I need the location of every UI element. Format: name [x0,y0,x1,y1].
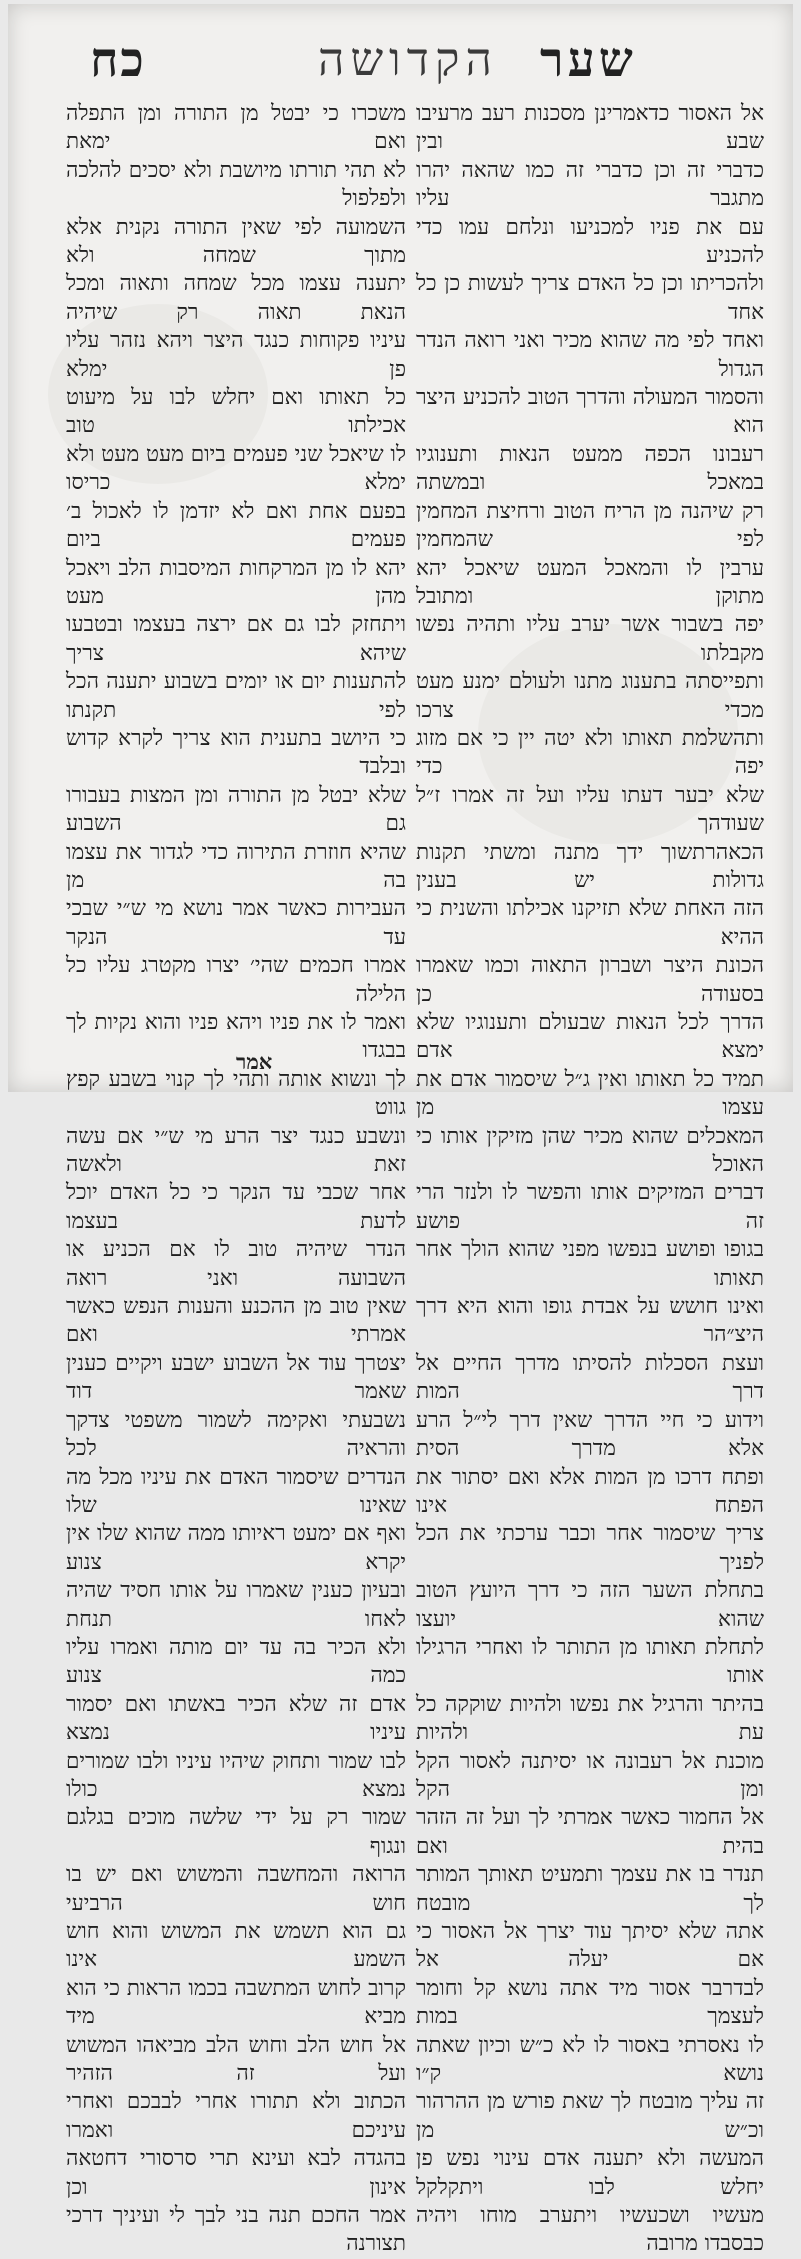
text-line: ונשבע כנגד יצר הרע מי ש״י אם עשה זאת ולאשה [66,1123,406,1178]
text-line: לו נאסרתי באסור לו לא כ״ש וכיון שאתה נושא ק״ו [416,2032,764,2087]
text-line: הנדר שיהיה טוב לו אם הכניע או השבועה ואני רואה [66,1237,406,1291]
catchword: אמר [236,1049,273,1074]
text-line: משכרו כי יבטל מן התורה ומן התפלה ואם ימאת [66,101,406,155]
text-line: בגופו ופושע בנפשו מפני שהוא הולך אחר תאותו [416,1237,764,1291]
text-line: שאין טוב מן ההכנע והענות הנפש כאשר אמרתי ואם [66,1294,406,1348]
text-line: ויתחזק לבו גם אם ירצה בעצמו ובטבעו שיהא צריך [66,612,406,666]
text-line: יפה בשבור אשר יערב עליו ותהיה נפשו מקבלתו [416,612,764,666]
text-line: הנדרים שיסמור האדם את עיניו מכל מה שאינו שלו [66,1464,406,1518]
text-line: עם את פניו למכניעו ונלחם עמו כדי להכניע [416,214,764,269]
text-line: אתה שלא יסיתך עוד יצרך אל האסור כי אם יעלה אל [416,1919,764,1973]
text-line: יצטרך עוד אל השבוע ישבע ויקיים כענין שאמר דוד [66,1350,406,1405]
text-line: דברים המזיקים אותו והפשר לו ולנזר הרי זה פושע [416,1180,764,1234]
text-line: ואמר לו את פניו ויהא פניו והוא נקיות לך בבגדו [66,1010,406,1064]
text-line: ולא הכיר בה עד יום מותה ואמרו עליו כמה צנוע [66,1634,406,1689]
text-line: המאכלים שהוא מכיר שהן מזיקין אותו כי האוכל [416,1123,764,1178]
text-line: הזה האחת שלא תזיקנו אכילתו והשנית כי ההיא [416,896,764,950]
text-line: רק שיהנה מן הריח הטוב ורחיצת המחמין לפי שהמחמין [416,498,764,553]
text-line: גם הוא תשמש את המשוש והוא חוש השמע אינו [66,1919,406,1973]
text-line: ערבין לו והמאכל המעט שיאכל יהא מתוקן ומתובל [416,555,764,609]
text-line: המעשה ולא יתענה אדם עינוי נפש פן יחלש לבו ויתקלקל [416,2146,764,2200]
text-line: הכתוב ולא תתורו אחרי לבבכם ואחרי עיניכם ואמרו [66,2089,406,2143]
text-line: והסמור המעולה והדרך הטוב להכניע היצר הוא [416,385,764,439]
text-line: לבו שמור ותחוק שיהיו עיניו ולבו שמורים נמצא כולו [66,1748,406,1802]
text-line: בהגדה לבא ועינא תרי סרסורי דחטאה אינון וכן [66,2146,406,2200]
text-line: ופתח דרכו מן המות אלא ואם יסתור את הפתח אינו [416,1464,764,1518]
text-line: להתענות יום או יומים בשבוע יתענה הכל לפי תקנתו [66,669,406,723]
text-line: ותהשלמת תאותו ולא יטה יין כי אם מזוג יפה כדי [416,725,764,780]
text-line: כל תאותו ואם יחלש לבו על מיעוט אכילתו טוב [66,385,406,439]
text-column-left [66,100,406,2257]
page-header [8,32,793,94]
text-line: צריך שיסמור אחר וכבר ערכתי את הכל לפניך [416,1521,764,1575]
text-line: אל החמור כאשר אמרתי לך ועל זה הזהר בהית ואם [416,1805,764,1859]
page-number: כח [90,32,146,88]
text-line: יהא לו מן המרקחות המיסבות הלב ויאכל מהן מעט [66,555,406,609]
text-line: אדם זה שלא הכיר באשתו ואם יסמור עיניו נמצא [66,1691,406,1746]
text-line: לך ונשוא אותה ותהי לך קנוי בשבע קפץ גווט [66,1066,406,1121]
text-line: ואינו חושש על אבדת גופו והוא היא דרך היצ״הר [416,1294,764,1348]
text-line: הרואה והמחשבה והמשוש ואם יש בו חוש הרביעי [66,1862,406,1916]
text-line: העבירות כאשר אמר נושא מי ש״י שבכי עד הנקר [66,896,406,950]
text-line: השמועה לפי שאין התורה נקנית אלא מתוך שמחה ולא [66,214,406,269]
text-line: קרוב לחוש המתשבה בכמו הראות כי הוא מביא מיד [66,1975,406,2030]
text-line: ובעיון כענין שאמרו על אותו חסיד שהיה לאחו תנחת [66,1578,406,1632]
book-page [8,4,793,2257]
text-line: שמור רק על ידי שלשה מוכים בגלגם ונגוף [66,1805,406,1859]
text-line: לתחלת תאותו מן התותר לו ואחרי הרגילו אותו [416,1634,764,1689]
text-line: יתענה עצמו מכל שמחה ותאוה ומכל הנאת תאוה רק שיהיה [66,271,406,325]
text-line: נשבעתי ואקימה לשמור משפטי צדקך והראיה לכל [66,1407,406,1462]
text-line: כי היושב בתענית הוא צריך לקרא קדוש ובלבד [66,725,406,780]
section-title: שער [540,32,637,88]
text-line: הכונת היצר ושברון התאוה וכמו שאמרו בסעודה כן [416,953,764,1007]
text-line: שלא יבער דעתו עליו ועל זה אמרו ז״ל שעודהך [416,782,764,837]
text-line: זה עליך מובטח לך שאת פורש מן ההרהור וכ״ש מן [416,2089,764,2143]
text-line: שהיא חוזרת התירוה כדי לגדור את עצמו בה מן [66,839,406,893]
text-line: אל חוש הלב וחוש הלב מביאהו המשוש ועל זה הזהיר [66,2032,406,2087]
text-line: רעבונו הכפה ממעט הנאות ותענוגיו במאכל ובמשתה [416,441,764,496]
text-line: אמרו חכמים שהי׳ יצרו מקטרג עליו כל הלילה [66,953,406,1007]
text-line: אחר שכבי עד הנקר כי כל האדם יוכל לדעת בעצמו [66,1180,406,1234]
text-line: בהיתר והרגיל את נפשו ולהיות שוקקה כל עת ולהיות [416,1691,764,1746]
text-line: לא תהי תורתו מיושבת ולא יסכים להלכה ולפלפול [66,157,406,212]
text-line: מעשיו ושכעשיו ויתערב מוחו ויהיה כבסבדו מרובה [416,2203,764,2257]
text-line: שלא יבטל מן התורה ומן המצות בעבורו גם השבוע [66,782,406,837]
running-title: הקדושה [318,32,498,86]
text-column-right [416,100,764,2257]
text-line: תמיד כל תאותו ואין ג״ל שיסמור אדם את עצמו מן [416,1066,764,1121]
text-line: אל האסור כדאמרינן מסכנות רעב מרעיבו שבע ובין [416,101,764,155]
text-line: עיניו פקוחות כנגד היצר ויהא נזהר עליו פן ימלא [66,328,406,382]
text-line: ותפייסתה בתענוג מתנו ולעולם ימנע מעט מכדי צרכו [416,669,764,723]
text-line: כדברי זה וכן כדברי זה כמו שהאה יהרו מתגבר עליו [416,157,764,212]
text-line: אמר החכם תנה בני לבך לי ועיניך דרכי תצורנה [66,2203,406,2257]
text-line: ואחד לפי מה שהוא מכיר ואני רואה הנדר הגדול [416,328,764,382]
text-line: תנדר בו את עצמך ותמעיט תאותך המותר לך מובטח [416,1862,764,1916]
text-line: בתחלת השער הזה כי דרך היועץ הטוב שהוא יועצו [416,1578,764,1632]
text-line: מוכנת אל רעבונה או יסיתנה לאסור הקל ומן הקל [416,1748,764,1802]
text-line: וידוע כי חיי הדרך שאין דרך לי״ל הרע אלא מדרך הסית [416,1407,764,1462]
text-line: הדרך לכל הנאות שבעולם ותענוגיו שלא ימצא אדם [416,1010,764,1064]
text-line: ולהכריתו וכן כל האדם צריך לעשות כן כל אחד [416,271,764,325]
text-line: הכאהרתשוך ידך מתנה ומשתי תקנות גדולות יש בענין [416,839,764,893]
text-line: ואף אם ימעט ראיותו ממה שהוא שלו אין יקרא צנוע [66,1521,406,1575]
text-line: לו שיאכל שני פעמים ביום מעט מעט ולא ימלא כריסו [66,441,406,496]
text-line: ועצת הסכלות להסיתו מדרך החיים אל דרך המות [416,1350,764,1405]
text-line: לבדרבר אסור מיד אתה נושא קל וחומר לעצמך במות [416,1975,764,2030]
text-line: בפעם אחת ואם לא יזדמן לו לאכול ב׳ פעמים ביום [66,498,406,553]
